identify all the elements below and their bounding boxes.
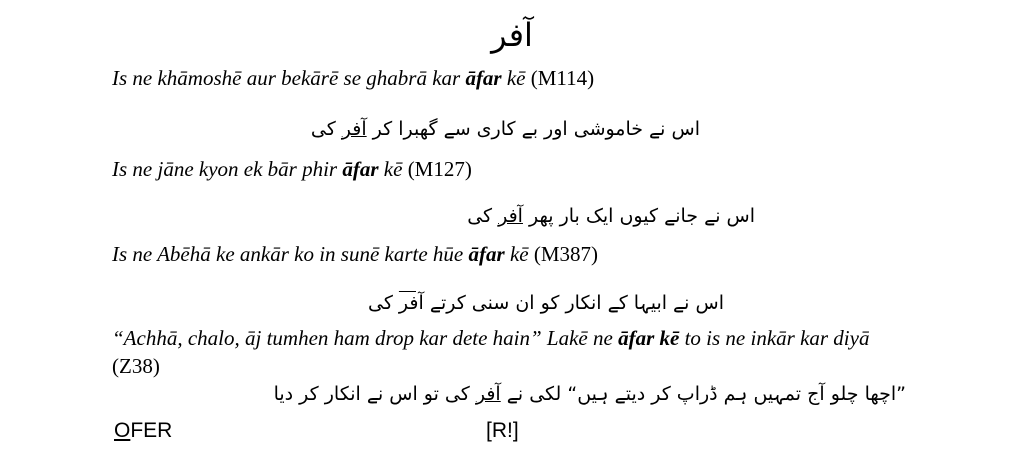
example-1-urdu (311, 118, 700, 140)
example-4-urdu-end: کی تو اس نے انکار کر دیا (273, 383, 476, 405)
example-3-urdu-text: اس نے ابیہا کے انکار کو ان سنی کرتے (423, 292, 724, 314)
example-2-text-end: kē (378, 157, 403, 181)
example-4-reference: (Z38) (112, 354, 160, 378)
example-1-reference: (M114) (525, 66, 595, 90)
example-3-urdu-end: کی (368, 292, 399, 314)
example-1-keyword: āfar (465, 66, 502, 90)
example-4-text: “Achhā, chalo, āj tumhen ham drop kar dete hain” Lakē ne (112, 326, 619, 350)
example-3-text-end: kē (504, 242, 529, 266)
example-2-urdu-text: اس نے جانے کیوں ایک بار پھر (522, 205, 755, 227)
example-1-text-end: kē (501, 66, 526, 90)
example-2-urdu (467, 205, 755, 227)
example-3-transliteration (112, 242, 598, 267)
example-1-urdu-text: اس نے خاموشی اور بے کاری سے گھبرا کر (366, 118, 700, 140)
example-1-urdu-end: کی (310, 118, 342, 140)
headword: آفر (491, 16, 533, 54)
example-1-text: Is ne khāmoshē aur bekārē se ghabrā kar (112, 66, 466, 90)
example-4-keyword: āfar (618, 326, 655, 350)
example-2-transliteration (112, 157, 472, 182)
example-4-transliteration (112, 324, 906, 380)
example-3-urdu (368, 292, 724, 314)
english-equivalent (114, 419, 172, 443)
example-3-reference: (M387) (528, 242, 599, 266)
source-tag: [R!] (486, 419, 519, 442)
example-2-urdu-keyword: آفر (498, 205, 523, 227)
english-equivalent-rest: FER (130, 419, 173, 442)
example-4-urdu-keyword: آفر (475, 383, 501, 405)
example-4-urdu (274, 383, 906, 405)
example-1-urdu-keyword: آفر (341, 118, 367, 140)
example-4-keyword-suffix: kē (654, 326, 680, 350)
example-2-text: Is ne jāne kyon ek bār phir (112, 157, 343, 181)
example-2-urdu-end: کی (467, 205, 499, 227)
example-2-reference: (M127) (402, 157, 472, 181)
example-1-transliteration (112, 66, 594, 91)
example-3-keyword: āfar (468, 242, 505, 266)
example-3-urdu-keyword: آفر (398, 292, 424, 314)
example-2-keyword: āfar (342, 157, 379, 181)
example-4-text-end: to is ne inkār kar diyā (679, 326, 870, 350)
example-4-urdu-text: ”اچھا چلو آج تمہیں ہم ڈراپ کر دیتے ہیں“ لکی نے (500, 383, 906, 405)
example-3-text: Is ne Abēhā ke ankār ko in sunē karte hūe (112, 242, 469, 266)
english-equivalent-first-letter: O (114, 419, 131, 442)
